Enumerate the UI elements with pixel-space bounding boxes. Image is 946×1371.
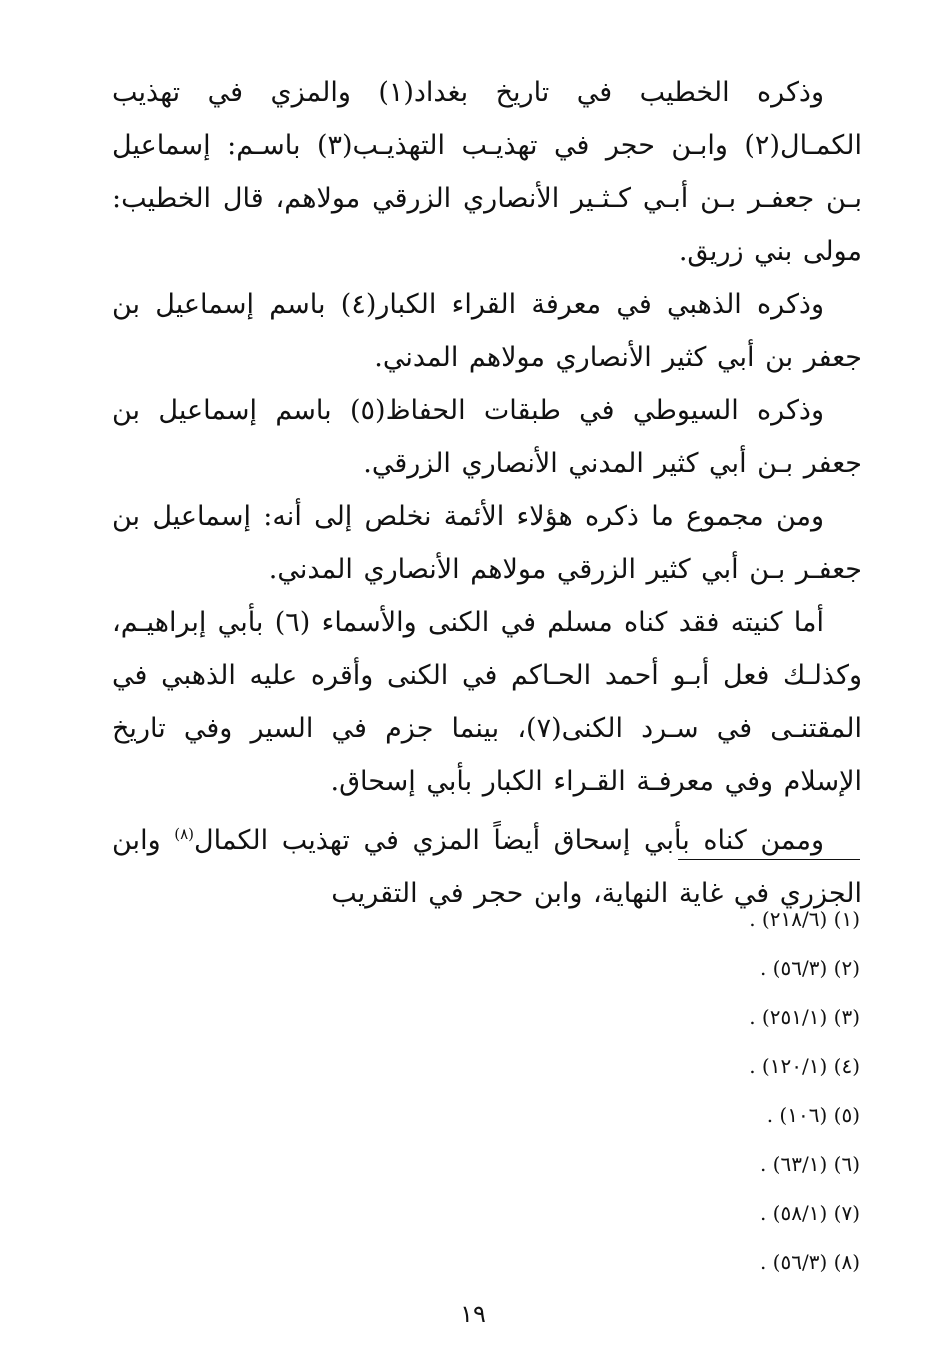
footnote-item: (٦) (٦٣/١) . bbox=[759, 1152, 860, 1176]
paragraph-text: وابن الجزري في غاية النهاية، وابن حجر في التقريب bbox=[112, 825, 862, 909]
footnote-item: (٤) (١٢٠/١) . bbox=[749, 1054, 860, 1078]
body-text bbox=[112, 66, 862, 920]
paragraph-text: وممن كناه بأبي إسحاق أيضاً المزي في تهذيب الكمال bbox=[194, 825, 824, 856]
footnote-item: (٥) (١٠٦) . bbox=[766, 1103, 860, 1127]
paragraph: ومن مجموع ما ذكره هؤلاء الأئمة نخلص إلى أنه: إسماعيل بن جعفـر بـن أبي كثير الزرقي مولاهم الأنصاري المدني. bbox=[112, 501, 862, 585]
footnotes-list bbox=[560, 895, 860, 1287]
footnote-reference: (٨) bbox=[174, 825, 194, 843]
paragraph: وذكره الخطيب في تاريخ بغداد(١) والمزي في تهذيب الكمـال(٢) وابـن حجر في تهذيـب التهذيـب(٣) باسـم: إسماعيل بـن جعفـر بـن أبـي كـثـير الأنصاري الزرقي مولاهم، قال الخطيب: مولى بني زريق. bbox=[112, 77, 862, 267]
paragraph: وذكره الذهبي في معرفة القراء الكبار(٤) باسم إسماعيل بن جعفر بن أبي كثير الأنصاري مولاهم المدني. bbox=[112, 289, 862, 373]
paragraph: وذكره السيوطي في طبقات الحفاظ(٥) باسم إسماعيل بن جعفر بـن أبي كثير المدني الأنصاري الزرقي. bbox=[112, 395, 862, 479]
footnote-item: (٧) (٥٨/١) . bbox=[759, 1201, 860, 1225]
footnote-item: (١) (٢١٨/٦) . bbox=[749, 907, 860, 931]
footnote-item: (٣) (٢٥١/١) . bbox=[749, 1005, 860, 1029]
footnote-item: (٨) (٥٦/٣) . bbox=[759, 1250, 860, 1274]
footnote-item: (٢) (٥٦/٣) . bbox=[759, 956, 860, 980]
paragraph: أما كنيته فقد كناه مسلم في الكنى والأسماء (٦) بأبي إبراهيـم، وكذلـك فعل أبـو أحمد الحـاكم في الكنى وأقره عليه الذهبي في المقتنـى في سـرد الكنى(٧)، بينما جزم في السير وفي تاريخ الإسلام وفي معرفـة القـراء الكبار بأبي إسحاق. bbox=[112, 607, 862, 797]
page-number: ١٩ bbox=[460, 1300, 486, 1328]
footnote-separator bbox=[678, 859, 860, 860]
